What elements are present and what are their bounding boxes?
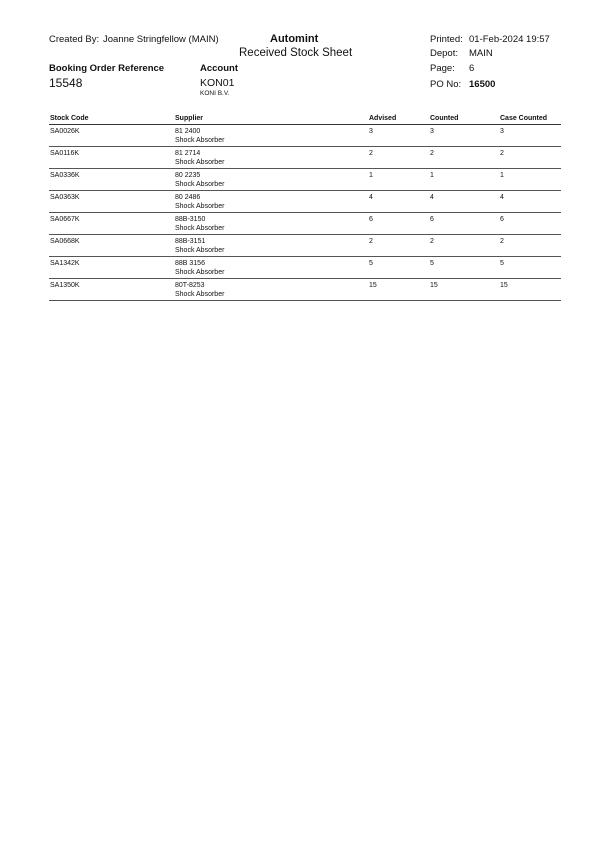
supplier-cell <box>175 237 224 255</box>
supplier-code: 80 2235 <box>175 172 201 179</box>
printed-value: 01-Feb-2024 19:57 <box>469 34 550 45</box>
stock-code-cell: SA0668K <box>50 238 80 245</box>
supplier-cell <box>175 259 224 277</box>
stock-code-cell: SA0336K <box>50 172 80 179</box>
case-counted-cell: 2 <box>500 150 504 157</box>
col-supplier: Supplier <box>175 115 204 122</box>
account-name: KONI B.V. <box>200 90 230 97</box>
stock-code-cell: SA0667K <box>50 216 80 223</box>
table-row <box>49 147 561 169</box>
supplier-code: 88B-3151 <box>175 238 206 245</box>
advised-cell: 2 <box>369 150 373 157</box>
case-counted-cell: 5 <box>500 260 504 267</box>
page-label: Page: <box>430 63 455 74</box>
stock-code-cell: SA0116K <box>50 150 80 157</box>
col-case-counted: Case Counted <box>500 115 548 122</box>
sheet-title: Received Stock Sheet <box>239 47 353 59</box>
printed-label: Printed: <box>430 34 463 45</box>
case-counted-cell: 2 <box>500 238 504 245</box>
case-counted-cell: 3 <box>500 128 504 135</box>
counted-cell: 15 <box>430 282 438 289</box>
table-body <box>49 125 561 301</box>
stock-code-cell: SA0363K <box>50 194 80 201</box>
supplier-cell <box>175 193 224 211</box>
advised-cell: 6 <box>369 216 373 223</box>
depot-value: MAIN <box>469 48 493 59</box>
supplier-cell <box>175 215 224 233</box>
advised-cell: 2 <box>369 238 373 245</box>
stock-code-cell: SA0026K <box>50 128 80 135</box>
counted-cell: 1 <box>430 172 434 179</box>
counted-cell: 2 <box>430 238 434 245</box>
po-value: 16500 <box>469 79 496 90</box>
supplier-code: 88B-3150 <box>175 216 206 223</box>
booking-ref-value: 15548 <box>49 76 83 90</box>
supplier-code: 80 2486 <box>175 194 201 201</box>
table-row <box>49 125 561 147</box>
col-counted: Counted <box>430 115 459 122</box>
counted-cell: 3 <box>430 128 434 135</box>
created-by-label: Created By: <box>49 34 100 45</box>
case-counted-cell: 1 <box>500 172 504 179</box>
supplier-description: Shock Absorber <box>175 291 225 298</box>
advised-cell: 4 <box>369 194 373 201</box>
supplier-code: 81 2400 <box>175 128 201 135</box>
advised-cell: 15 <box>369 282 377 289</box>
account-label: Account <box>200 63 238 74</box>
col-advised: Advised <box>369 115 397 122</box>
po-label: PO No: <box>430 79 462 90</box>
supplier-cell <box>175 127 224 145</box>
advised-cell: 5 <box>369 260 373 267</box>
page-value: 6 <box>469 63 475 74</box>
advised-cell: 1 <box>369 172 373 179</box>
supplier-description: Shock Absorber <box>175 247 225 254</box>
booking-ref-label: Booking Order Reference <box>49 63 165 74</box>
supplier-description: Shock Absorber <box>175 225 225 232</box>
depot-label: Depot: <box>430 48 458 59</box>
table-row <box>49 213 561 235</box>
advised-cell: 3 <box>369 128 373 135</box>
counted-cell: 4 <box>430 194 434 201</box>
col-stock-code: Stock Code <box>50 115 89 122</box>
counted-cell: 6 <box>430 216 434 223</box>
supplier-code: 80T-8253 <box>175 282 205 289</box>
case-counted-cell: 6 <box>500 216 504 223</box>
counted-cell: 5 <box>430 260 434 267</box>
supplier-description: Shock Absorber <box>175 203 225 210</box>
supplier-code: 88B 3156 <box>175 260 205 267</box>
case-counted-cell: 4 <box>500 194 504 201</box>
supplier-description: Shock Absorber <box>175 269 225 276</box>
table-row <box>49 257 561 279</box>
case-counted-cell: 15 <box>500 282 508 289</box>
supplier-cell <box>175 281 224 299</box>
table-row <box>49 169 561 191</box>
created-by-value: Joanne Stringfellow (MAIN) <box>103 34 219 45</box>
supplier-description: Shock Absorber <box>175 159 225 166</box>
table-row <box>49 279 561 301</box>
supplier-code: 81 2714 <box>175 150 201 157</box>
table-header <box>49 114 561 125</box>
supplier-cell <box>175 171 224 189</box>
counted-cell: 2 <box>430 150 434 157</box>
stock-code-cell: SA1350K <box>50 282 80 289</box>
supplier-description: Shock Absorber <box>175 137 225 144</box>
account-code: KON01 <box>200 77 235 89</box>
supplier-description: Shock Absorber <box>175 181 225 188</box>
stock-code-cell: SA1342K <box>50 260 80 267</box>
supplier-cell <box>175 149 224 167</box>
table-row <box>49 191 561 213</box>
table-row <box>49 235 561 257</box>
company-name: Automint <box>270 33 319 45</box>
stock-table <box>49 114 561 301</box>
